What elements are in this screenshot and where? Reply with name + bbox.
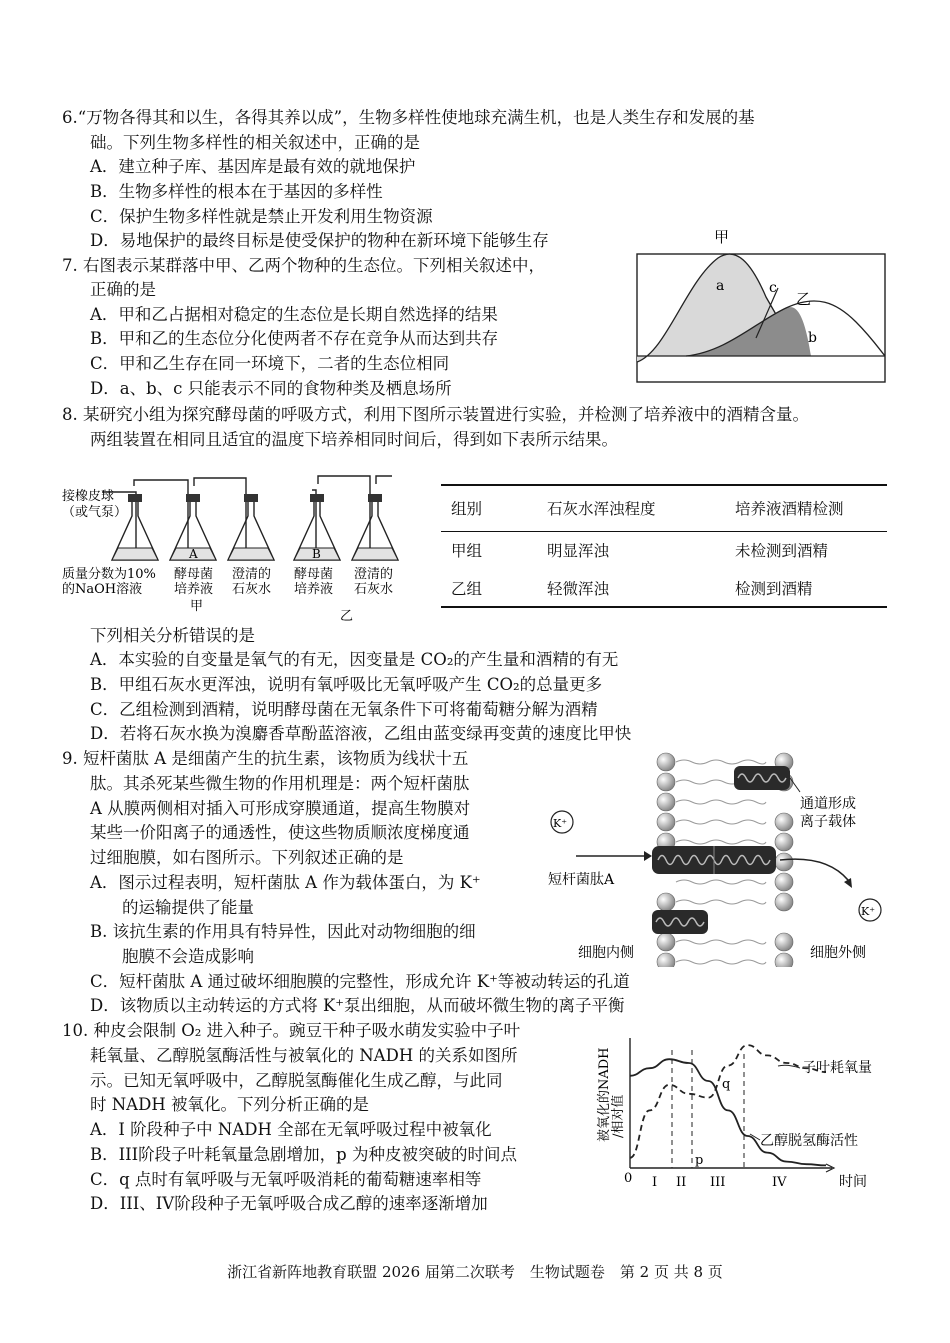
q10-option-c: C．q 点时有氧呼吸与无氧呼吸消耗的葡萄糖速率相等 [90,1170,482,1189]
q8-yeast-label1-a: 酵母菌 [174,567,214,582]
q8-option-d: D．若将石灰水换为溴麝香草酚蓝溶液，乙组由蓝变绿再变黄的速度比甲快 [90,724,632,743]
q9-stem-line2: 肽。其杀死某些微生物的作用机理是：两个短杆菌肽 [90,774,470,793]
q9-outside-label: 细胞外侧 [810,945,866,961]
table-row [441,569,887,607]
q9-peptide-label: 短杆菌肽A [548,872,615,888]
q9-option-b-line2: 胞膜不会造成影响 [122,947,254,966]
q9-membrane-figure [548,752,888,967]
x-axis-label: 时间 [839,1174,867,1190]
q7-option-a: A．甲和乙占据相对稳定的生态位是长期自然选择的结果 [90,305,498,324]
q8-prompt: 下列相关分析错误的是 [90,626,255,645]
table-cell: 轻微浑浊 [537,569,725,607]
q8-group-jia-label: 甲 [190,599,204,614]
q8-yeast-label1-b: 酵母菌 [294,567,334,582]
origin-label: 0 [624,1171,633,1186]
table-cell: 检测到酒精 [725,569,887,607]
col-header-group: 组别 [441,485,537,531]
q8-option-c: C．乙组检测到酒精，说明酵母菌在无氧条件下可将葡萄糖分解为酒精 [90,700,598,719]
q9-stem-line5: 过细胞膜，如右图所示。下列叙述正确的是 [90,848,404,867]
q8-naoh-label2: 的NaOH溶液 [62,582,143,597]
q6-stem-line2: 础。下列生物多样性的相关叙述中，正确的是 [90,133,420,152]
q8-lime-label2-a: 石灰水 [232,582,272,597]
stage-label-2: II [676,1175,687,1190]
q9-option-a-line2: 的运输提供了能量 [122,898,254,917]
q7-stem-line1: 7. 右图表示某群落中甲、乙两个物种的生态位。下列相关叙述中， [62,256,545,275]
q8-stem-line1: 8. 某研究小组为探究酵母菌的呼吸方式，利用下图所示装置进行实验，并检测了培养液中的酒精含量。 [62,405,809,424]
col-header-alcohol: 培养液酒精检测 [725,485,887,531]
table-cell: 乙组 [441,569,537,607]
col-header-turbidity: 石灰水浑浊程度 [537,485,725,531]
stage-label-3: III [710,1175,726,1190]
q9-option-d: D．该物质以主动转运的方式将 K⁺泵出细胞，从而破坏微生物的离子平衡 [90,996,625,1015]
q9-inside-label: 细胞内侧 [578,945,634,961]
y-axis-label-2: /相对值 [611,1094,626,1138]
point-label-q: q [722,1077,731,1092]
q9-option-c: C．短杆菌肽 A 通过破坏细胞膜的完整性，形成允许 K⁺等被动转运的孔道 [90,972,630,991]
q8-lime-label1-a: 澄清的 [232,567,272,582]
y-axis-label-1: 被氧化的NADH [597,1047,612,1142]
q8-option-b: B．甲组石灰水更浑浊，说明有氧呼吸比无氧呼吸产生 CO₂的总量更多 [90,675,603,694]
series-line-nadh [630,1059,826,1165]
q7-label-b: b [808,330,817,346]
q7-label-c: c [769,280,777,296]
q8-pump-label1: 接橡皮球 [62,489,115,504]
q7-label-yi: 乙 [796,290,812,308]
q7-niche-figure [636,222,888,384]
q10-option-b: B．III阶段子叶耗氧量急剧增加，p 为种皮被突破的时间点 [90,1145,517,1164]
table-cell: 甲组 [451,542,483,561]
q8-label-B: B [312,547,321,561]
q8-results-table [441,484,887,608]
q7-label-jia: 甲 [714,228,730,246]
q7-option-d: D．a、b、c 只能表示不同的食物种类及栖息场所 [90,379,452,398]
q10-stem-line3: 示。已知无氧呼吸中，乙醇脱氢酶催化生成乙醇，与此同 [90,1071,503,1090]
stage-label-4: IV [772,1175,787,1190]
q8-stem-line2: 两组装置在相同且适宜的温度下培养相同时间后，得到如下表所示结果。 [90,430,618,449]
q7-stem-line2: 正确的是 [90,280,156,299]
q9-stem-line3: A 从膜两侧相对插入可形成穿膜通道，提高生物膜对 [90,799,471,818]
q6-option-c: C．保护生物多样性就是禁止开发利用生物资源 [90,207,433,226]
stage-label-1: I [652,1175,658,1190]
q10-option-a: A．I 阶段种子中 NADH 全部在无氧呼吸过程中被氧化 [90,1120,492,1139]
table-cell: 明显浑浊 [547,542,610,561]
q9-stem-line4: 某些一价阳离子的通透性，使这些物质顺浓度梯度通 [90,823,470,842]
q10-stem-line1: 10. 种皮会限制 O₂ 进入种子。豌豆干种子吸水萌发实验中子叶 [62,1021,521,1040]
table-row [441,531,887,569]
q8-lime-label2-b: 石灰水 [354,582,394,597]
q7-option-b: B．甲和乙的生态位分化使两者不存在竞争从而达到共存 [90,329,499,348]
table-header-row [441,485,887,531]
series-label-enzyme: 乙醇脱氢酶活性 [760,1133,858,1149]
series-label-oxygen: 子叶耗氧量 [802,1060,872,1076]
q8-group-yi-label: 乙 [340,609,354,622]
q9-stem-line1: 9. 短杆菌肽 A 是细菌产生的抗生素，该物质为线状十五 [62,749,469,768]
page-footer: 浙江省新阵地教育联盟 2026 届第二次联考 生物试题卷 第 2 页 共 8 页 [227,1263,723,1281]
q8-yeast-label2-a: 培养液 [174,582,214,597]
q6-option-d: D．易地保护的最终目标是使受保护的物种在新环境下能够生存 [90,231,549,250]
q8-label-A: A [189,547,198,561]
q8-yeast-label2-b: 培养液 [294,582,334,597]
point-label-p: p [695,1153,704,1168]
q9-channel-label1: 通道形成 [800,796,856,812]
q9-k-ion-left: K⁺ [553,817,568,830]
q6-option-b: B．生物多样性的根本在于基因的多样性 [90,182,383,201]
q9-k-ion-right: K⁺ [861,905,876,918]
q7-option-c: C．甲和乙生存在同一环境下，二者的生态位相同 [90,354,450,373]
q6-option-a: A．建立种子库、基因库是最有效的就地保护 [90,157,416,176]
q8-pump-label2: （或气泵） [62,505,128,520]
q8-apparatus-figure [62,470,412,622]
q8-naoh-label1: 质量分数为10% [62,567,156,582]
q9-option-b-line1: B. 该抗生素的作用具有特异性，因此对动物细胞的细 [90,922,476,941]
table-cell: 未检测到酒精 [735,542,829,561]
q10-chart [594,1030,884,1195]
q8-lime-label1-b: 澄清的 [354,567,394,582]
q10-stem-line4: 时 NADH 被氧化。下列分析正确的是 [90,1095,369,1114]
q9-option-a-line1: A．图示过程表明，短杆菌肽 A 作为载体蛋白，为 K⁺ [90,873,481,892]
q7-label-a: a [716,278,725,294]
q9-channel-label2: 离子载体 [800,814,856,830]
q10-stem-line2: 耗氧量、乙醇脱氢酶活性与被氧化的 NADH 的关系如图所 [90,1046,518,1065]
q10-option-d: D．III、IV阶段种子无氧呼吸合成乙醇的速率逐渐增加 [90,1194,488,1213]
q6-stem-line1: 6.“万物各得其和以生，各得其养以成”，生物多样性使地球充满生机，也是人类生存和发展的基 [62,108,755,127]
q8-option-a: A．本实验的自变量是氧气的有无，因变量是 CO₂的产生量和酒精的有无 [90,650,619,669]
